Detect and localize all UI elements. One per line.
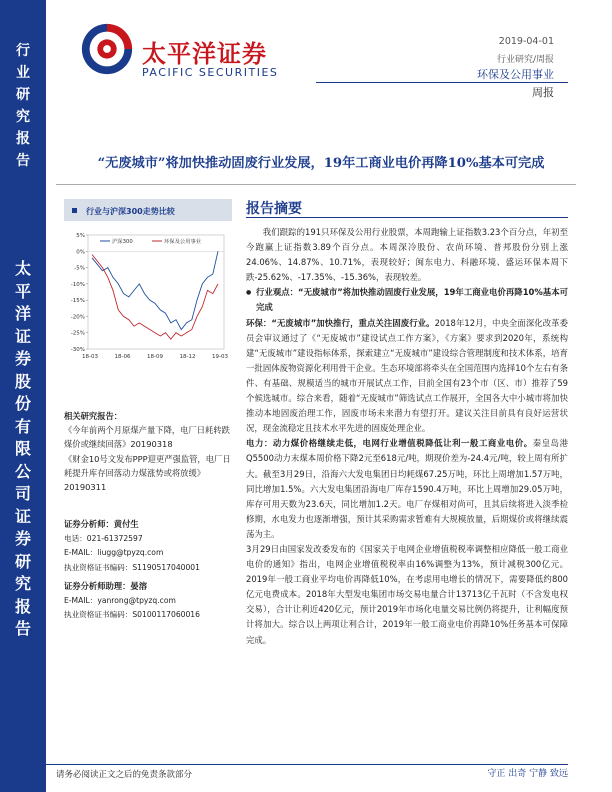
series-line <box>92 251 218 329</box>
analyst-name: 黄付生 <box>113 519 139 529</box>
sidebar-char: 告 <box>14 619 31 638</box>
analyst-email[interactable]: E-MAIL：yanrong@tpyzq.com <box>64 596 176 606</box>
x-tick-label: 18-12 <box>179 354 196 360</box>
sidebar-char: 洋 <box>14 304 31 323</box>
y-tick-label: -20% <box>70 314 85 321</box>
legend-label: 环保及公用事业 <box>164 239 202 245</box>
report-title: “无废城市”将加快推动固废行业发展，19年工商业电价再降10%基本可完成 <box>97 156 545 171</box>
analyst-phone: 电话：021-61372597 <box>64 534 143 544</box>
sidebar-char: 告 <box>16 153 30 169</box>
x-tick-label: 18-03 <box>82 354 98 360</box>
sidebar-char: 券 <box>14 349 31 368</box>
sidebar-char: 研 <box>14 551 31 571</box>
sidebar-company-name <box>0 258 46 641</box>
analyst-cert: 执业资格证书编码：S0100117060016 <box>64 610 200 620</box>
analyst-cert: 执业资格证书编码：S1190517040001 <box>64 562 200 572</box>
legend-label: 沪深300 <box>112 239 133 245</box>
power-lead: 电力：动力煤价格继续走低，电网行业增值税降低让利一般工商业电价。 <box>246 438 533 449</box>
summary-divider <box>246 217 568 218</box>
summary-heading: 报告摘要 <box>246 201 302 217</box>
chart-plot <box>64 221 232 374</box>
sidebar-char: 研 <box>16 87 30 103</box>
chart-header <box>64 199 232 221</box>
sidebar-char: 报 <box>16 131 30 147</box>
analyst-role: 证券分析师助理： <box>64 580 131 591</box>
sidebar-char: 太 <box>14 259 31 278</box>
sidebar-char: 股 <box>14 371 31 391</box>
y-tick-label: -25% <box>70 330 85 337</box>
report-type: 周报 <box>532 86 554 99</box>
sidebar-char: 平 <box>14 281 31 301</box>
series-line <box>92 255 218 340</box>
sidebar-char: 行 <box>16 43 30 59</box>
y-tick-label: -10% <box>70 281 85 288</box>
sidebar-char: 证 <box>14 506 31 526</box>
related-reports <box>64 409 234 494</box>
sidebar-char: 证 <box>14 326 31 346</box>
sidebar-char: 究 <box>14 574 31 593</box>
env-lead: 环保：“无废城市”加快推行，重点关注固废行业。 <box>246 317 435 328</box>
x-tick-label: 18-09 <box>147 354 163 360</box>
report-category: 行业研究/周报 <box>496 55 554 65</box>
sidebar-char: 公 <box>14 461 31 481</box>
footer-divider <box>46 764 568 765</box>
company-logo-icon <box>78 20 136 78</box>
y-tick-label: -15% <box>70 298 85 305</box>
summary-body <box>246 225 568 648</box>
analyst-name: 晏溶 <box>130 580 147 591</box>
sidebar <box>0 0 46 792</box>
y-tick-label: 5% <box>76 233 85 239</box>
sidebar-char: 究 <box>16 109 30 125</box>
y-tick-label: -5% <box>74 265 85 272</box>
related-item: 《今年前两个月原煤产量下降，电厂日耗转跌煤价或继续回落》20190318 <box>64 425 230 450</box>
related-heading: 相关研究报告： <box>64 411 123 421</box>
header-divider <box>316 82 568 83</box>
sidebar-char: 份 <box>14 394 31 413</box>
footer-disclaimer: 请务必阅读正文之后的免责条款部分 <box>56 770 193 780</box>
x-tick-label: 19-03 <box>212 354 228 360</box>
power-text: 秦皇岛港Q5500动力末煤本周价格下降2元至618元/吨，期现价差为-24.4元/吨，较上周有所扩大。截至3月29日，沿海六大发电集团日均耗煤67.25万吨，环比上周增加1.57万吨，同比增加1.5%。六大发电集团沿海电厂库存1590.4万吨，环比上周增加29.05万吨，库存可用天数为23.6天，同比增加1.2天。电厂存煤相对尚可，且其后续将进入淡季检修期，水电发力也逐渐增强，预计其采购需求暂难有大规模放量，后期煤价或将继续震荡为主。 <box>246 438 569 539</box>
report-industry: 环保及公用事业 <box>477 68 554 81</box>
sidebar-char: 券 <box>14 529 31 548</box>
square-bullet-icon <box>72 208 77 213</box>
performance-chart <box>64 199 232 374</box>
sidebar-char: 限 <box>14 439 31 458</box>
summary-paragraph: 3月29日由国家发改委发布的《国家关于电网企业增值税税率调整相应降低一般工商业电价的通知》指出，电网企业增值税税率由16%调整为13%，预计减税300亿元。2019年一般工商业平均电价再降低10%，在考虑用电增长的情况下，需要降低约800亿元电费成本。2018年大型发电集团市场交易电量合计13713亿千瓦时（不含发电权交易），合计让利近420亿元，预计2019年市场化电量交易比例仍将提升，让利幅度预计将加大。综合以上两项让利合计，2019年一般工商业电价再降10%任务基本可保障完成。 <box>246 543 568 645</box>
y-tick-label: 0% <box>76 249 85 256</box>
view-bullet: ● 行业观点：“无废城市”将加快推动固废行业发展，19年工商业电价再降10%基本可完成 <box>246 285 568 315</box>
analyst-role: 证券分析师： <box>64 519 114 529</box>
related-item: 《财金10号文发布PPP迎更严强监管，电厂日耗提升库存回落动力煤涨势或将放缓》20190311 <box>64 453 231 493</box>
sidebar-report-type <box>0 40 46 172</box>
y-tick-label: -30% <box>70 347 85 353</box>
chart-header-label: 行业与沪深300走势比较 <box>86 207 175 216</box>
sidebar-char: 报 <box>14 596 31 616</box>
footer-motto: 守正 出奇 宁静 致远 <box>487 769 568 779</box>
report-date: 2019-04-01 <box>498 36 554 47</box>
title-divider <box>56 184 576 185</box>
env-text: 2018年12月，中央全面深化改革委员会审议通过了《“无废城市”建设试点工作方案》，《方案》要求到2020年，系统构建“无废城市”建设指标体系，探索建立“无废城市”建设综合管理制度和技术体系，培育一批固体废物资源化利用骨干企业。生态环境部将牵头在全国范围内选择10个左右有条件、有基础、规模适当的城市开展试点工作，目前全国有23个市（区、市）推荐了59个候选城市。综合来看，随着“无废城市”筛选试点工作展开，全国各大中小城市将加快推动本地固废治理工作，固废市场未来潜力有望打开。建议关注目前具有良好运营状况，现金流稳定且技术水平先进的固废处理企业。 <box>246 317 568 434</box>
sidebar-char: 司 <box>14 484 31 503</box>
sidebar-char: 业 <box>16 65 30 81</box>
plot-frame <box>88 235 224 349</box>
analyst-email[interactable]: E-MAIL：liugg@tpyzq.com <box>64 548 164 558</box>
sidebar-char: 有 <box>14 416 31 436</box>
summary-paragraph: 我们跟踪的191只环保及公用行业股票，本周跑输上证指数3.23个百分点，年初至今跑赢上证指数3.89个百分点。本周深冷股份、农尚环境、普邦股份分别上涨24.06%、14.87%、10.71%，表现较好；闽东电力、科融环境、盛运环保本周下跌-25.62%、-17.35%、-15.36%，表现较差。 <box>246 227 568 283</box>
brand-name-en: PACIFIC SECURITIES <box>142 66 279 79</box>
x-tick-label: 18-06 <box>114 354 131 360</box>
brand-name-cn: 太平洋证券 <box>142 40 267 68</box>
analyst-info <box>64 517 234 622</box>
